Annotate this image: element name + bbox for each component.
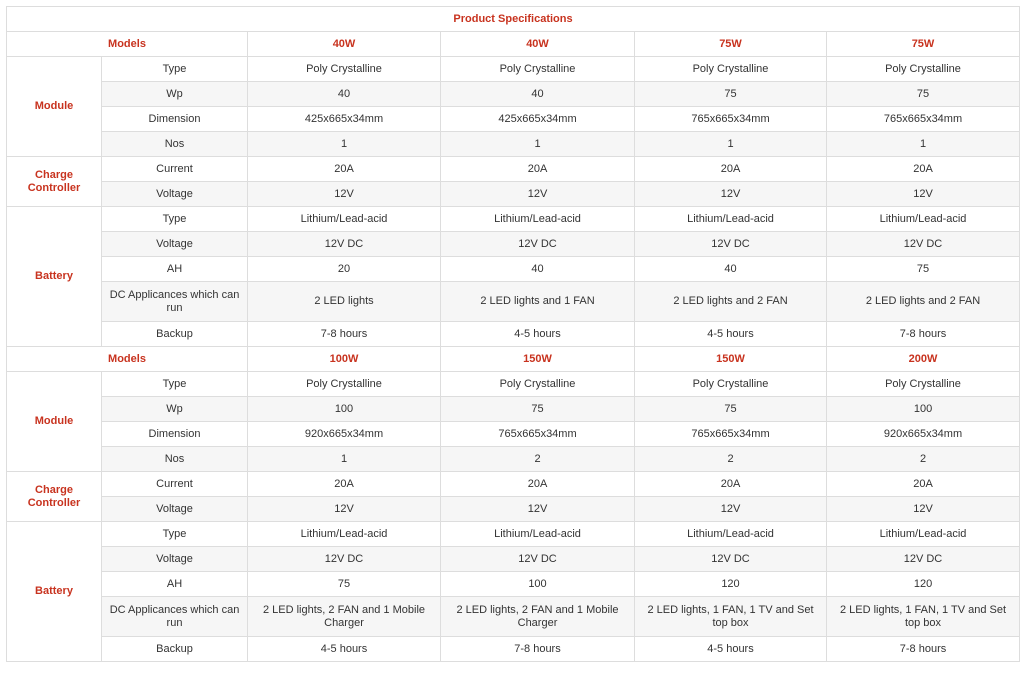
spec-value: 7-8 hours [248,322,441,347]
spec-value: 2 LED lights, 1 FAN, 1 TV and Set top box [635,597,827,637]
spec-label: Type [102,522,248,547]
group-label-line: Controller [27,181,81,194]
spec-label: Nos [102,132,248,157]
spec-value: 40 [441,82,635,107]
model-header: 40W [441,32,635,57]
spec-value: Lithium/Lead-acid [827,522,1020,547]
spec-value: 2 LED lights and 1 FAN [441,282,635,322]
spec-value: Lithium/Lead-acid [827,207,1020,232]
spec-value: Lithium/Lead-acid [441,207,635,232]
spec-value: 12V [441,497,635,522]
spec-value: Lithium/Lead-acid [635,522,827,547]
spec-value: 7-8 hours [827,637,1020,662]
spec-value: 2 LED lights, 2 FAN and 1 Mobile Charger [441,597,635,637]
spec-value: 12V DC [441,232,635,257]
spec-value: 40 [441,257,635,282]
spec-value: Poly Crystalline [827,57,1020,82]
spec-value: 12V DC [635,547,827,572]
spec-value: 920x665x34mm [248,422,441,447]
spec-value: 40 [635,257,827,282]
models-label: Models [7,347,248,372]
spec-value: 425x665x34mm [441,107,635,132]
group-label-line: Charge [35,483,73,496]
module-group-label: Module [7,372,102,472]
model-header: 100W [248,347,441,372]
spec-value: 1 [441,132,635,157]
spec-label: Voltage [102,182,248,207]
spec-value: 120 [827,572,1020,597]
spec-value: 2 [441,447,635,472]
spec-value: 765x665x34mm [441,422,635,447]
model-header: 75W [635,32,827,57]
spec-value: 12V [827,182,1020,207]
group-label-line: Charge [35,168,73,181]
spec-value: 75 [248,572,441,597]
spec-value: 765x665x34mm [635,422,827,447]
spec-value: 4-5 hours [248,637,441,662]
spec-label: Current [102,157,248,182]
spec-value: 75 [441,397,635,422]
spec-value: Lithium/Lead-acid [635,207,827,232]
group-label-line: Controller [27,496,81,509]
spec-value: 7-8 hours [827,322,1020,347]
spec-label: DC Applicances which can run [102,597,248,637]
spec-value: 12V [248,182,441,207]
spec-value: 75 [827,82,1020,107]
spec-value: 425x665x34mm [248,107,441,132]
spec-label: Wp [102,82,248,107]
spec-value: 2 LED lights, 1 FAN, 1 TV and Set top box [827,597,1020,637]
spec-label: Current [102,472,248,497]
spec-value: 12V [635,497,827,522]
spec-value: 75 [635,397,827,422]
spec-value: Poly Crystalline [635,57,827,82]
spec-value: Poly Crystalline [441,57,635,82]
spec-value: 2 LED lights and 2 FAN [827,282,1020,322]
spec-value: 12V [827,497,1020,522]
spec-value: 20A [248,472,441,497]
spec-label: Type [102,372,248,397]
spec-label: Dimension [102,107,248,132]
spec-label: Type [102,207,248,232]
spec-value: 12V DC [827,547,1020,572]
spec-value: 12V DC [827,232,1020,257]
spec-value: 20A [441,157,635,182]
spec-label: Voltage [102,547,248,572]
spec-label: Wp [102,397,248,422]
spec-value: 20A [635,157,827,182]
spec-label: Type [102,57,248,82]
spec-value: 20A [827,472,1020,497]
spec-label: Backup [102,322,248,347]
spec-value: 2 [635,447,827,472]
charge-controller-group-label [7,472,102,522]
spec-value: 2 LED lights [248,282,441,322]
spec-value: 40 [248,82,441,107]
spec-value: 12V [635,182,827,207]
spec-label: Backup [102,637,248,662]
spec-value: 120 [635,572,827,597]
spec-value: Lithium/Lead-acid [248,207,441,232]
model-header: 150W [635,347,827,372]
spec-value: 100 [827,397,1020,422]
spec-label: Nos [102,447,248,472]
models-label: Models [7,32,248,57]
spec-label: Voltage [102,232,248,257]
spec-label: Dimension [102,422,248,447]
spec-value: Poly Crystalline [827,372,1020,397]
spec-value: 20A [441,472,635,497]
spec-value: 2 [827,447,1020,472]
model-header: 40W [248,32,441,57]
spec-value: 2 LED lights and 2 FAN [635,282,827,322]
spec-value: Poly Crystalline [441,372,635,397]
spec-value: 20A [248,157,441,182]
table-title: Product Specifications [7,7,1020,32]
spec-value: 7-8 hours [441,637,635,662]
battery-group-label: Battery [7,207,102,347]
spec-label: AH [102,572,248,597]
spec-value: 12V DC [248,547,441,572]
spec-value: 1 [248,132,441,157]
spec-value: 12V [441,182,635,207]
spec-value: Poly Crystalline [248,57,441,82]
spec-value: 20A [827,157,1020,182]
spec-value: 12V DC [635,232,827,257]
spec-value: 75 [827,257,1020,282]
model-header: 150W [441,347,635,372]
spec-value: 4-5 hours [635,322,827,347]
spec-label: Voltage [102,497,248,522]
spec-value: 100 [441,572,635,597]
spec-value: 12V DC [248,232,441,257]
module-group-label: Module [7,57,102,157]
product-spec-table [6,6,1020,662]
spec-value: Lithium/Lead-acid [248,522,441,547]
spec-value: 20 [248,257,441,282]
spec-value: 12V DC [441,547,635,572]
model-header: 200W [827,347,1020,372]
spec-label: AH [102,257,248,282]
spec-value: 765x665x34mm [635,107,827,132]
spec-value: Poly Crystalline [635,372,827,397]
charge-controller-group-label [7,157,102,207]
spec-value: 1 [635,132,827,157]
spec-value: 765x665x34mm [827,107,1020,132]
spec-value: 4-5 hours [635,637,827,662]
spec-value: 4-5 hours [441,322,635,347]
model-header: 75W [827,32,1020,57]
spec-value: 920x665x34mm [827,422,1020,447]
spec-value: 12V [248,497,441,522]
spec-value: Lithium/Lead-acid [441,522,635,547]
spec-value: 75 [635,82,827,107]
spec-value: 100 [248,397,441,422]
spec-value: Poly Crystalline [248,372,441,397]
spec-value: 20A [635,472,827,497]
spec-value: 1 [827,132,1020,157]
spec-value: 1 [248,447,441,472]
battery-group-label: Battery [7,522,102,662]
spec-label: DC Applicances which can run [102,282,248,322]
spec-value: 2 LED lights, 2 FAN and 1 Mobile Charger [248,597,441,637]
